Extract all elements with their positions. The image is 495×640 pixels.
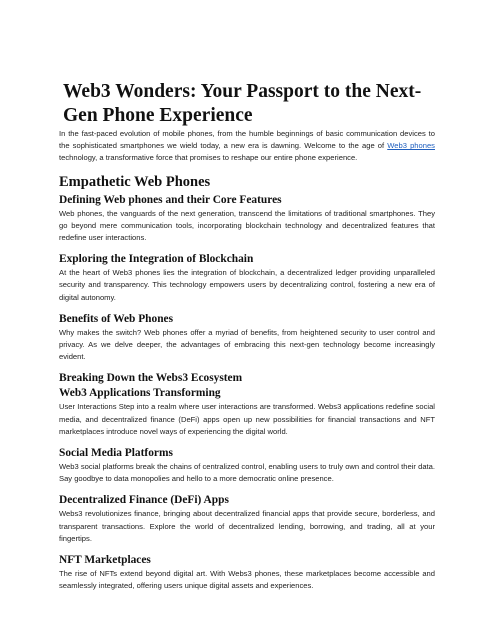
section-heading-social-media-platforms: Social Media Platforms [59,447,173,460]
intro-text-after: technology, a transformative force that promises to reshape our entire phone experience. [59,153,358,163]
section-body-defi-apps: Webs3 revolutionizes finance, bringing about decentralized financial apps that provide secure, borderless, and transparent transactions. Explore the world of decentralized lending, borrowing, and trading, all at your fingertips. [59,509,435,543]
section-heading-defi-apps: Decentralized Finance (DeFi) Apps [59,494,229,507]
intro-paragraph [59,128,435,165]
section-body-nft-marketplaces: The rise of NFTs extend beyond digital art. With Webs3 phones, these marketplaces become accessible and seamlessly integrated, offering users unique digital assets and experiences. [59,569,435,591]
section-heading-breaking-down-ecosystem: Breaking Down the Webs3 Ecosystem [59,372,243,385]
section-body-benefits-of-web-phones: Why makes the switch? Web phones offer a myriad of benefits, from heightened security to user control and privacy. As we delve deeper, the advantages of embracing this next-gen technology become increasingly evident. [59,327,435,362]
document-title: Web3 Wonders: Your Passport to the Next-Gen Phone Experience [63,81,422,126]
web3-phones-link[interactable]: Web3 phones [387,141,435,151]
section-body-social-media-platforms: Web3 social platforms break the chains of centralized control, enabling users to truly own and control their data. Say goodbye to data monopolies and hello to a more democratic online presence. [59,462,435,484]
section-heading-nft-marketplaces: NFT Marketplaces [59,554,151,567]
section-heading-benefits-of-web-phones: Benefits of Web Phones [59,312,174,325]
section-body-defining-web-phones: Web phones, the vanguards of the next generation, transcend the limitations of traditional smartphones. They go beyond mere communication tools, incorporating blockchain technology and decentralized features that redefine user interactions. [59,208,435,243]
section-body-web3-applications: User Interactions Step into a realm where user interactions are transformed. Webs3 applications redefine social media, and decentralized finance (DeFi) apps open up new possibilities for financial transactions and NFT marketplaces introduce novel ways of experiencing the digital world. [59,402,435,436]
section-heading-web3-applications: Web3 Applications Transforming [59,387,221,400]
section-heading-defining-web-phones: Defining Web phones and their Core Features [59,193,282,206]
intro-text-before: In the fast-paced evolution of mobile phones, from the humble beginnings of basic communication devices to the sophisticated smartphones we wield today, a new era is dawning. Welcome to the age of [59,129,435,151]
section-body-integration-of-blockchain: At the heart of Web3 phones lies the integration of blockchain, a decentralized ledger providing unparalleled security and transparency. This technology empowers users by decentralizing control, fostering a new era of digital autonomy. [59,268,435,302]
section-heading-empathetic-web-phones: Empathetic Web Phones [59,173,211,190]
section-heading-integration-of-blockchain: Exploring the Integration of Blockchain [59,253,254,266]
